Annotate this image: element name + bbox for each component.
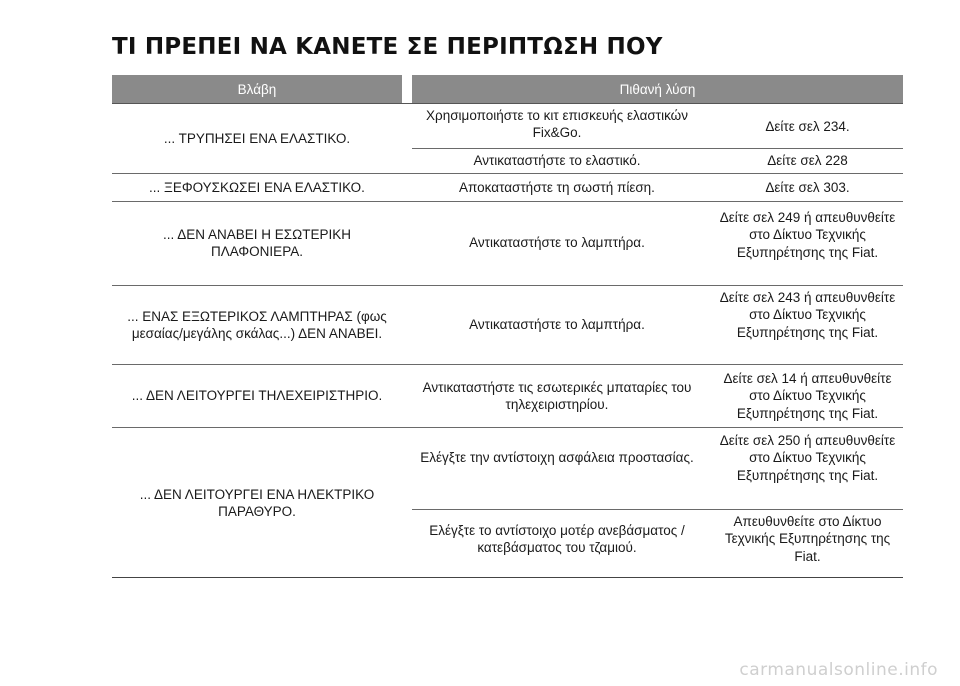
- column-header-fault: Βλάβη: [112, 75, 402, 103]
- fault-cell: ... ΤΡΥΠΗΣΕΙ ΕΝΑ ΕΛΑΣΤΙΚΟ.: [163, 130, 351, 146]
- fault-cell: ... ΞΕΦΟΥΣΚΩΣΕΙ ΕΝΑ ΕΛΑΣΤΙΚΟ.: [149, 179, 365, 195]
- row-divider: [112, 201, 903, 202]
- action-cell: Ελέγξτε την αντίστοιχη ασφάλεια προστασίας.: [420, 450, 694, 465]
- action-cell: Χρησιμοποιήστε το κιτ επισκευής ελαστικών Fix&Go.: [426, 108, 688, 141]
- fault-cell: ... ΔΕΝ ΑΝΑΒΕΙ Η ΕΣΩΤΕΡΙΚΗ ΠΛΑΦΟΝΙΕΡΑ.: [162, 226, 351, 259]
- table-bottom-border: [112, 577, 903, 578]
- action-cell: Αντικαταστήστε το ελαστικό.: [473, 153, 641, 169]
- reference-cell: Δείτε σελ 249 ή απευθυνθείτε στο Δίκτυο Τεχνικής Εξυπηρέτησης της Fiat.: [719, 210, 896, 260]
- reference-cell: Δείτε σελ 303.: [765, 179, 850, 195]
- reference-cell: Δείτε σελ 250 ή απευθυνθείτε στο Δίκτυο Τεχνικής Εξυπηρέτησης της Fiat.: [719, 433, 896, 483]
- reference-cell: Δείτε σελ 234.: [765, 119, 850, 134]
- watermark: carmanualsonline.info: [739, 660, 938, 680]
- fault-cell: ... ΕΝΑΣ ΕΞΩΤΕΡΙΚΟΣ ΛΑΜΠΤΗΡΑΣ (φως μεσαίας/μεγάλης σκάλας...) ΔΕΝ ΑΝΑΒΕΙ.: [127, 308, 387, 341]
- action-cell: Αντικαταστήστε το λαμπτήρα.: [469, 317, 645, 333]
- reference-cell: Δείτε σελ 14 ή απευθυνθείτε στο Δίκτυο Τεχνικής Εξυπηρέτησης της Fiat.: [723, 371, 892, 421]
- action-cell: Ελέγξτε το αντίστοιχο μοτέρ ανεβάσματος / κατεβάσματος του τζαμιού.: [429, 522, 685, 555]
- row-divider: [112, 427, 903, 428]
- reference-cell: Δείτε σελ 243 ή απευθυνθείτε στο Δίκτυο Τεχνικής Εξυπηρέτησης της Fiat.: [719, 290, 896, 340]
- action-cell: Αντικαταστήστε το λαμπτήρα.: [469, 235, 645, 251]
- page-title: ΤΙ ΠΡΕΠΕΙ ΝΑ ΚΑΝΕΤΕ ΣΕ ΠΕΡΙΠΤΩΣΗ ΠΟΥ: [112, 34, 663, 60]
- sub-row-divider: [412, 509, 903, 510]
- row-divider: [112, 285, 903, 286]
- fault-cell: ... ΔΕΝ ΛΕΙΤΟΥΡΓΕΙ ΤΗΛΕΧΕΙΡΙΣΤΗΡΙΟ.: [131, 388, 383, 404]
- reference-cell: Απευθυνθείτε στο Δίκτυο Τεχνικής Εξυπηρέτησης της Fiat.: [724, 514, 891, 564]
- reference-cell: Δείτε σελ 228: [767, 153, 848, 169]
- action-cell: Αντικαταστήστε τις εσωτερικές μπαταρίες του τηλεχειριστηρίου.: [422, 379, 692, 412]
- column-header-solution: Πιθανή λύση: [412, 75, 903, 103]
- fault-cell: ... ΔΕΝ ΛΕΙΤΟΥΡΓΕΙ ΕΝΑ ΗΛΕΚΤΡΙΚΟ ΠΑΡΑΘΥΡΟ.: [139, 486, 375, 519]
- action-cell: Αποκαταστήστε τη σωστή πίεση.: [459, 179, 655, 195]
- row-divider: [112, 364, 903, 365]
